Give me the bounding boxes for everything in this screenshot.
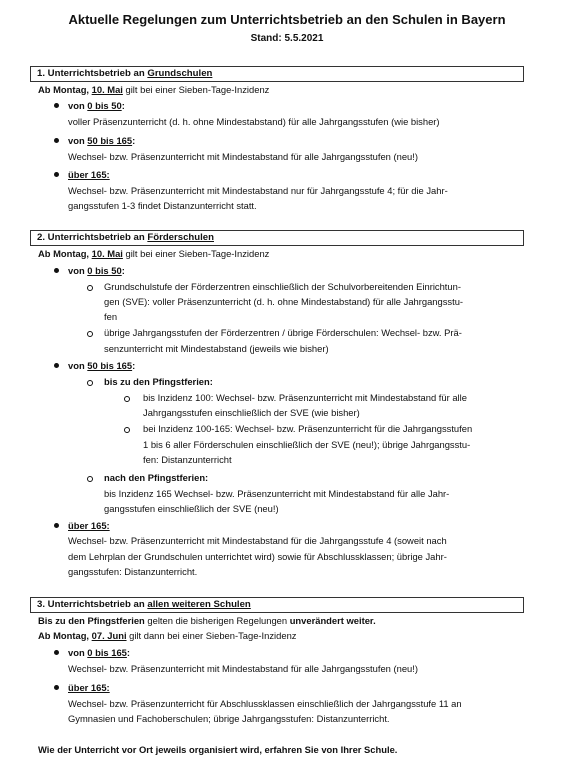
s2-sub-line: gen (SVE): voller Präsenzunterricht (d. h. ohne Mindestabstand) für alle Jahrgangsstu- <box>104 296 464 307</box>
s2-sub-line: gangsstufen einschließlich der SVE (neu!) <box>104 503 279 514</box>
bullet-icon <box>54 138 59 143</box>
s2-after-pfingsten: nach den Pfingstferien: <box>104 472 209 483</box>
section-2-header: 2. Unterrichtsbetrieb an Förderschulen <box>30 230 524 246</box>
s3-range-over-165: über 165: <box>68 682 110 693</box>
section-3-intro: Ab Montag, 07. Juni gilt dann bei einer Sieben-Tage-Inzidenz <box>38 630 297 641</box>
s1-range-0-50: von 0 bis 50: <box>68 100 125 111</box>
bullet-icon <box>54 650 59 655</box>
s2-subsub-line: bis Inzidenz 100: Wechsel- bzw. Präsenzunterricht mit Mindestabstand für alle <box>143 392 467 403</box>
s1-text-50-165: Wechsel- bzw. Präsenzunterricht mit Mindestabstand für alle Jahrgangsstufen (neu!) <box>68 151 418 162</box>
s2-text-over-165-3: gangsstufen: Distanzunterricht. <box>68 566 198 577</box>
section-3-line-1: Bis zu den Pfingstferien gelten die bisherigen Regelungen unverändert weiter. <box>38 615 376 626</box>
s2-sub-line: bis Inzidenz 165 Wechsel- bzw. Präsenzunterricht mit Mindestabstand für alle Jahr- <box>104 488 450 499</box>
bullet-icon <box>54 268 59 273</box>
section-2-intro: Ab Montag, 10. Mai gilt bei einer Sieben-Tage-Inzidenz <box>38 248 270 259</box>
bullet-icon <box>54 172 59 177</box>
s1-text-0-50: voller Präsenzunterricht (d. h. ohne Mindestabstand) für alle Jahrgangsstufen (wie bisher) <box>68 116 440 127</box>
circle-bullet-icon <box>87 476 93 482</box>
s2-text-over-165-2: dem Lehrplan der Grundschulen unterrichtet wird) sowie für Abschlussklassen; übrige Jahr- <box>68 551 447 562</box>
s2-before-pfingsten: bis zu den Pfingstferien: <box>104 376 213 387</box>
s2-range-over-165: über 165: <box>68 520 110 531</box>
circle-bullet-icon <box>87 380 93 386</box>
bullet-icon <box>54 523 59 528</box>
stand-date: Stand: 5.5.2021 <box>250 33 324 44</box>
circle-bullet-icon <box>87 331 93 337</box>
s3-range-0-165: von 0 bis 165: <box>68 647 131 658</box>
s2-text-over-165-1: Wechsel- bzw. Präsenzunterricht mit Mindestabstand für die Jahrgangsstufe 4 (soweit nach <box>68 535 447 546</box>
s2-sub-line: übrige Jahrgangsstufen der Förderzentren / übrige Förderschulen: Wechsel- bzw. Prä- <box>104 327 462 338</box>
s2-subsub-line: fen: Distanzunterricht <box>143 454 232 465</box>
section-1-intro: Ab Montag, 10. Mai gilt bei einer Sieben-Tage-Inzidenz <box>38 84 270 95</box>
s2-subsub-line: 1 bis 6 aller Förderschulen einschließlich der SVE (neu!); übrige Jahrgangsstu- <box>143 439 471 450</box>
bullet-icon <box>54 685 59 690</box>
s3-text-over-165-1: Wechsel- bzw. Präsenzunterricht für Abschlussklassen einschließlich der Jahrgangsstufe 11 an <box>68 698 462 709</box>
s2-subsub-line: bei Inzidenz 100-165: Wechsel- bzw. Präsenzunterricht für die Jahrgangsstufen <box>143 423 473 434</box>
s2-sub-line: senzunterricht mit Mindestabstand (jeweils wie bisher) <box>104 343 329 354</box>
s1-text-over-165-1: Wechsel- bzw. Präsenzunterricht mit Mindestabstand nur für Jahrgangsstufe 4; für die Jahr- <box>68 185 448 196</box>
s2-sub-line: fen <box>104 311 118 322</box>
s2-range-50-165: von 50 bis 165: <box>68 360 136 371</box>
s2-sub-line: Grundschulstufe der Förderzentren einschließlich der Schulvorbereitenden Einrichtun- <box>104 281 461 292</box>
circle-bullet-icon <box>87 285 93 291</box>
footer-note: Wie der Unterricht vor Ort jeweils organisiert wird, erfahren Sie von Ihrer Schule. <box>38 744 398 755</box>
bullet-icon <box>54 363 59 368</box>
s3-text-0-165: Wechsel- bzw. Präsenzunterricht mit Mindestabstand für alle Jahrgangsstufen (neu!) <box>68 663 418 674</box>
page-title: Aktuelle Regelungen zum Unterrichtsbetrieb an den Schulen in Bayern <box>68 12 506 27</box>
bullet-icon <box>54 103 59 108</box>
s2-subsub-line: Jahrgangsstufen einschließlich der SVE (wie bisher) <box>143 407 360 418</box>
circle-bullet-icon <box>124 427 130 433</box>
s3-text-over-165-2: Gymnasien und Fachoberschulen; übrige Jahrgangsstufen: Distanzunterricht. <box>68 713 390 724</box>
section-1-header: 1. Unterrichtsbetrieb an Grundschulen <box>30 66 524 82</box>
circle-bullet-icon <box>124 396 130 402</box>
s2-range-0-50: von 0 bis 50: <box>68 265 125 276</box>
s1-text-over-165-2: gangsstufen 1-3 findet Distanzunterricht statt. <box>68 200 257 211</box>
s1-range-50-165: von 50 bis 165: <box>68 135 136 146</box>
section-3-header: 3. Unterrichtsbetrieb an allen weiteren Schulen <box>30 597 524 613</box>
s1-range-over-165: über 165: <box>68 169 110 180</box>
